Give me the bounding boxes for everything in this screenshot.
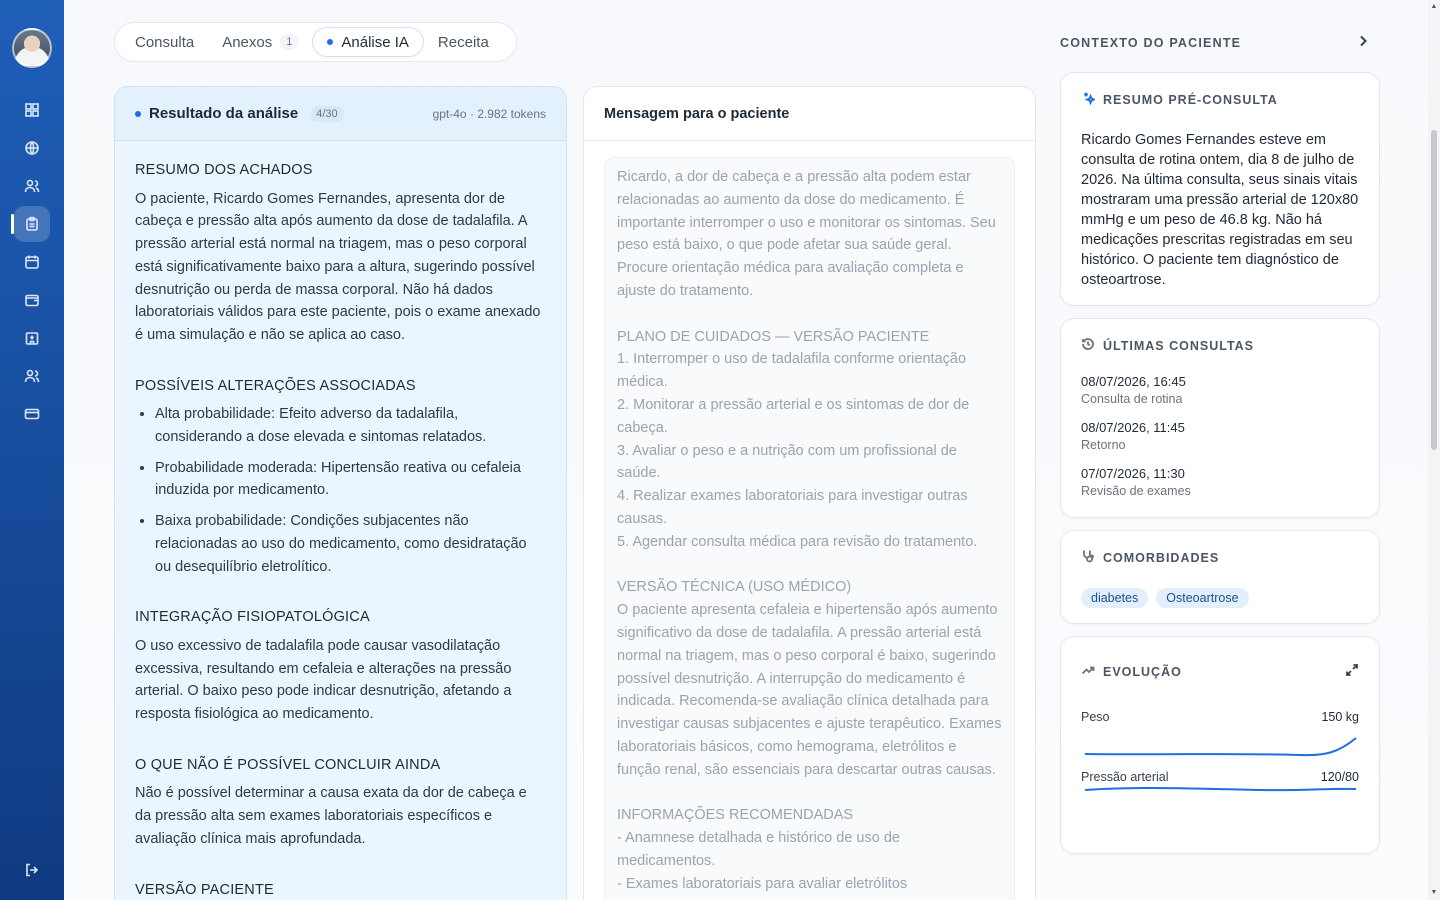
active-dot-icon	[327, 39, 333, 45]
summary-title: RESUMO PRÉ-CONSULTA	[1103, 92, 1278, 107]
consult-item[interactable]	[1081, 374, 1359, 406]
context-title: CONTEXTO DO PACIENTE	[1060, 35, 1242, 50]
section-title: POSSÍVEIS ALTERAÇÕES ASSOCIADAS	[135, 377, 416, 394]
section-title: RESUMO DOS ACHADOS	[135, 162, 313, 178]
consults-card	[1060, 318, 1380, 518]
tab-anexos[interactable]	[208, 27, 312, 57]
analysis-panel	[114, 86, 567, 900]
comorbidities-card	[1060, 530, 1380, 624]
consults-title: ÚLTIMAS CONSULTAS	[1103, 338, 1255, 353]
message-textarea[interactable]: Ricardo, a dor de cabeça e a pressão alta podem estar relacionadas ao aumento da dose do medicamento. É importante interromper o uso e monitorar os sintomas. Seu peso está baixo, o que pode afetar sua saúde geral. Procure orientação médica para avaliação completa e ajuste do tratamento. PLANO DE CUIDADOS — VERSÃO PACIENTE 1. Interromper o uso de tadalafila conforme orientação médica. 2. Monitorar a pressão arterial e os sintomas de dor de cabeça. 3. Avaliar o peso e a nutrição com um profissional de saúde. 4. Realizar exames laboratoriais para investigar outras causas. 5. Agendar consulta médica para revisão do tratamento. VERSÃO TÉCNICA (USO MÉDICO) O paciente apresenta cefaleia e hipertensão após aumento significativo da dose de tadalafila. A pressão arterial está normal na triagem, mas o peso corporal é baixo, sugerindo possível desnutrição. A interrupção do medicamento é indicada. Recomenda-se avaliação clínica detalhada para investigar causas subjacentes e ajuste terapêutico. Exames laboratoriais básicos, como hemograma, eletrólitos e função renal, são essenciais para descartar outras causas. INFORMAÇÕES RECOMENDADAS - Anamnese detalhada e histórico de uso de medicamentos. - Exames laboratoriais para avaliar eletrólitos	[604, 157, 1015, 900]
model-meta: gpt-4o · 2.982 tokens	[432, 106, 546, 121]
users-icon[interactable]	[14, 168, 50, 204]
message-panel	[583, 86, 1036, 900]
summary-card	[1060, 72, 1380, 306]
consult-type: Retorno	[1081, 438, 1126, 452]
section-text: O paciente, Ricardo Gomes Fernandes, apresenta dor de cabeça e pressão alta após aumento da dose de tadalafila. A pressão arterial está normal na triagem, mas o peso corporal está significativamente baixo para a altura, sugerindo possível desnutrição ou perda de massa corporal. Não há dados laboratoriais válidos para este paciente, pois o exame anexado é uma simulação e não se aplica ao caso.	[135, 190, 541, 343]
message-title: Mensagem para o paciente	[584, 87, 1035, 141]
tab-label: Receita	[437, 33, 489, 51]
logout-icon[interactable]	[14, 852, 50, 888]
list-item: • Baixa probabilidade: Condições subjacentes não relacionadas ao uso do medicamento, como desidratação ou desequilíbrio eletrolítico.	[155, 510, 546, 578]
consult-date: 07/07/2026, 11:30	[1081, 466, 1185, 481]
hospital-icon[interactable]	[14, 320, 50, 356]
team-icon[interactable]	[14, 358, 50, 394]
sparkles-icon	[1081, 91, 1095, 108]
tab-label: Anexos	[222, 33, 273, 51]
metric-label: Peso	[1081, 710, 1110, 724]
associated-list	[155, 403, 546, 578]
credit-card-icon[interactable]	[14, 396, 50, 432]
consult-type: Revisão de exames	[1081, 484, 1191, 498]
history-icon	[1081, 337, 1095, 354]
metric-value: 120/80	[1320, 770, 1359, 784]
analysis-count-badge: 4/30	[310, 106, 343, 122]
consult-date: 08/07/2026, 16:45	[1081, 374, 1186, 389]
calendar-icon[interactable]	[14, 244, 50, 280]
section-text: O uso excessivo de tadalafila pode causar vasodilatação excessiva, resultando em cefaleia e alterações na pressão arterial. O baixo peso pode indicar desnutrição, afetando a resposta fisiológica ao medicamento.	[135, 637, 512, 723]
list-item: • Probabilidade moderada: Hipertensão reativa ou cefaleia induzida por medicamento.	[155, 457, 546, 502]
consult-item[interactable]	[1081, 420, 1359, 452]
list-item: • Alta probabilidade: Efeito adverso da tadalafila, considerando a dose elevada e sintomas relatados.	[155, 403, 546, 448]
analysis-title: Resultado da análise	[149, 105, 299, 122]
chevron-right-icon[interactable]	[1356, 34, 1370, 51]
metric-label: Pressão arterial	[1081, 770, 1169, 784]
context-header	[1060, 34, 1370, 51]
weight-sparkline	[1081, 726, 1361, 760]
tab-label: Consulta	[135, 33, 195, 51]
metric-value: 150 kg	[1321, 710, 1359, 724]
evolution-title: EVOLUÇÃO	[1103, 664, 1182, 679]
section-title: VERSÃO PACIENTE	[135, 881, 274, 898]
scroll-thumb[interactable]	[1431, 130, 1437, 450]
analysis-body[interactable]	[115, 141, 566, 900]
tab-bar	[114, 22, 517, 62]
comorbidities-title: COMORBIDADES	[1103, 550, 1220, 565]
consult-item[interactable]	[1081, 466, 1359, 498]
tab-receita[interactable]	[424, 27, 503, 57]
dashboard-icon[interactable]	[14, 92, 50, 128]
evolution-row	[1081, 710, 1359, 724]
page-scrollbar[interactable]	[1428, 0, 1440, 900]
evolution-row	[1081, 770, 1359, 784]
avatar[interactable]	[12, 28, 52, 68]
section-text: Não é possível determinar a causa exata da dor de cabeça e da pressão alta sem exames laboratoriais específicos e avaliação clínica mais aprofundada.	[135, 785, 527, 847]
clipboard-icon[interactable]	[14, 206, 50, 242]
expand-icon[interactable]	[1345, 663, 1359, 680]
scroll-down-icon[interactable]: ▼	[1430, 889, 1438, 896]
summary-text: Ricardo Gomes Fernandes esteve em consulta de rotina ontem, dia 8 de julho de 2026. Na última consulta, seus sinais vitais mostraram uma pressão arterial de 120x80 mmHg e um peso de 46.8 kg. Não há medicações prescritas registradas em seu histórico. O paciente tem diagnóstico de osteoartrose.	[1081, 132, 1359, 288]
comorbidity-chip: diabetes	[1081, 588, 1148, 608]
comorbidity-chip: Osteoartrose	[1156, 588, 1248, 608]
section-title: O QUE NÃO É POSSÍVEL CONCLUIR AINDA	[135, 756, 441, 773]
consult-date: 08/07/2026, 11:45	[1081, 420, 1185, 435]
section-title: INTEGRAÇÃO FISIOPATOLÓGICA	[135, 609, 370, 626]
stethoscope-icon	[1081, 549, 1095, 566]
tab-label: Análise IA	[341, 33, 409, 51]
tab-consulta[interactable]	[121, 27, 208, 57]
status-dot-icon	[135, 111, 141, 117]
analysis-header	[115, 87, 566, 141]
scroll-up-icon[interactable]: ▲	[1430, 3, 1438, 10]
tab-analise-ia[interactable]	[312, 27, 424, 57]
wallet-icon[interactable]	[14, 282, 50, 318]
trend-icon	[1081, 663, 1095, 680]
sidebar	[0, 0, 64, 900]
globe-icon[interactable]	[14, 130, 50, 166]
consult-type: Consulta de rotina	[1081, 392, 1183, 406]
pressure-sparkline	[1081, 784, 1361, 798]
evolution-card	[1060, 636, 1380, 854]
tab-count-badge: 1	[280, 34, 298, 50]
